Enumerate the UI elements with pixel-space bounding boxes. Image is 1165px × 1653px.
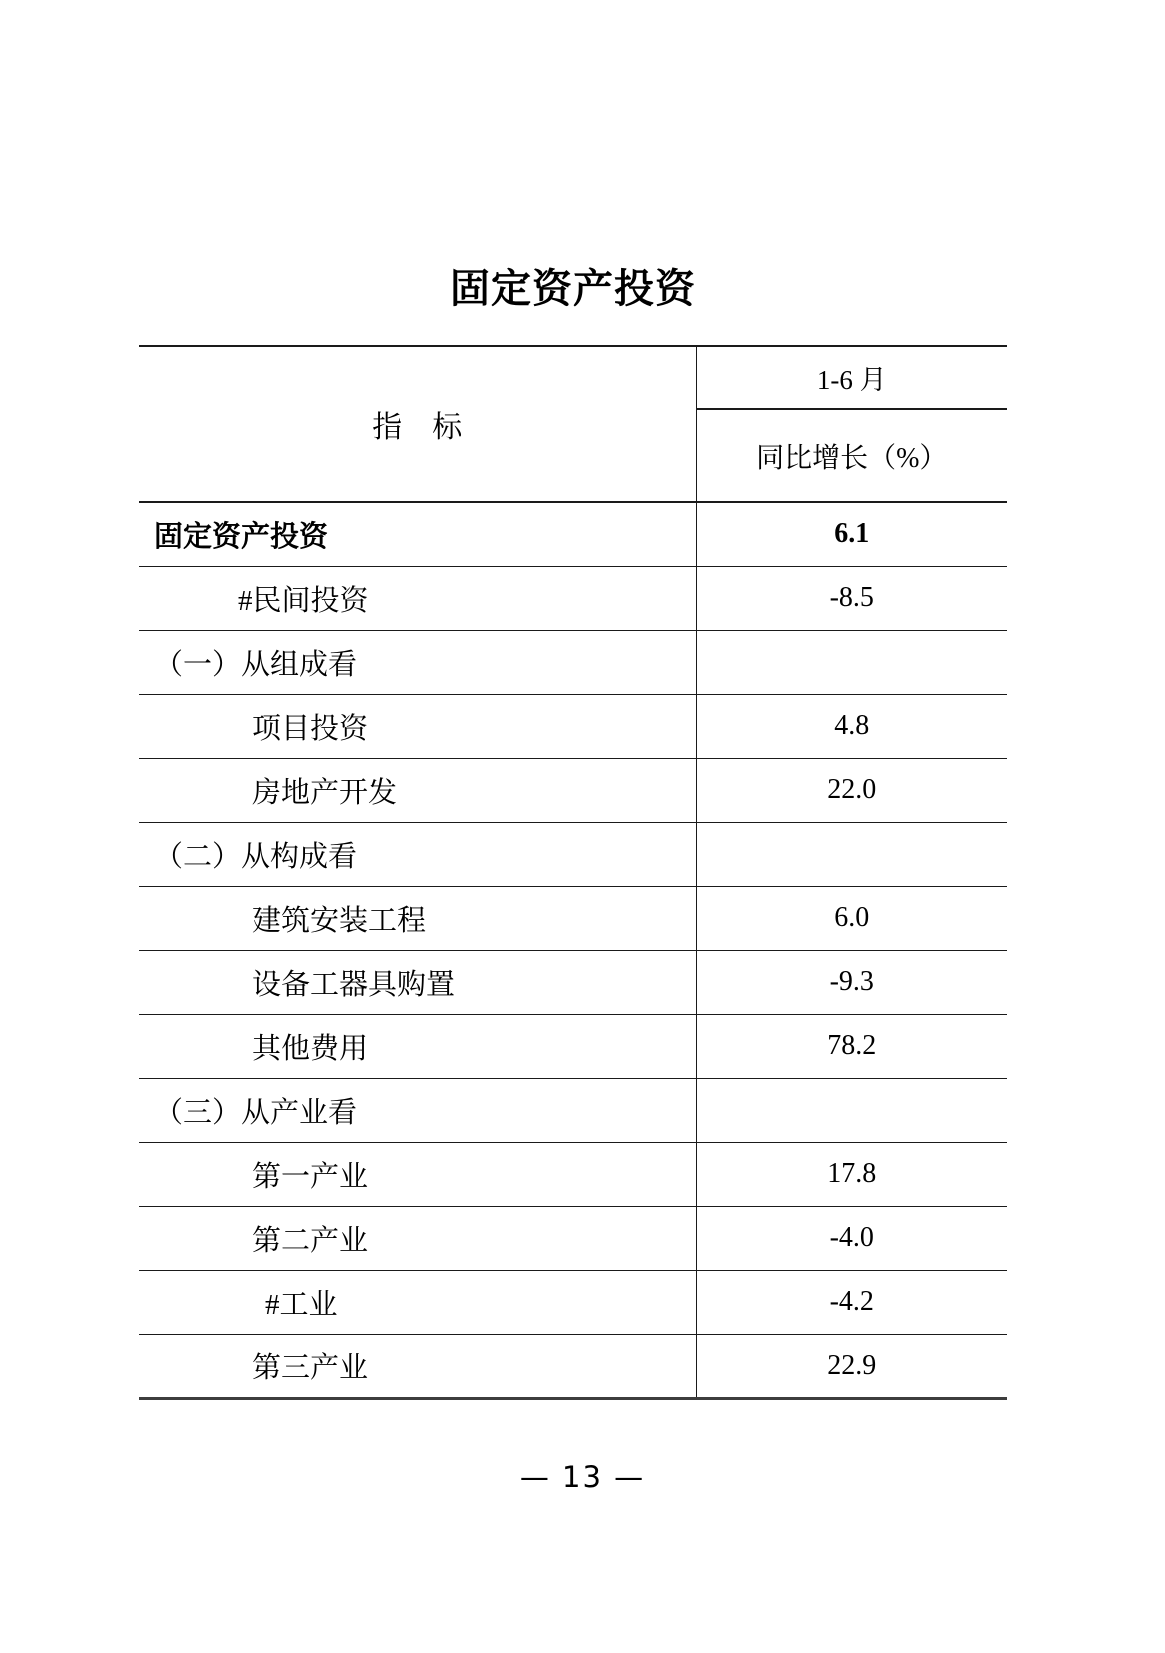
- header-period-label: 1-6 月: [696, 346, 1007, 409]
- row-label: 第三产业: [252, 1352, 369, 1384]
- row-label: 第一产业: [139, 1142, 696, 1206]
- row-value: 4.8: [696, 694, 1007, 758]
- table-row: [139, 694, 1007, 758]
- table-row: [139, 1270, 1007, 1334]
- row-value: 22.0: [696, 758, 1007, 822]
- row-label: （三）从产业看: [139, 1078, 696, 1142]
- table-row: [139, 630, 1007, 694]
- row-label: 项目投资: [139, 694, 696, 758]
- table-row: [139, 1206, 1007, 1270]
- row-value: 6.0: [696, 886, 1007, 950]
- table-row: [139, 1334, 1007, 1398]
- row-label: #民间投资: [139, 566, 696, 630]
- row-label: 第二产业: [139, 1206, 696, 1270]
- table-row: [139, 502, 1007, 566]
- row-value: -4.2: [696, 1270, 1007, 1334]
- row-value: 78.2: [696, 1014, 1007, 1078]
- row-label: 固定资产投资: [139, 502, 696, 566]
- row-label: 房地产开发: [139, 758, 696, 822]
- row-value: [696, 1078, 1007, 1142]
- table-row: [139, 950, 1007, 1014]
- page-title: 固定资产投资: [450, 267, 696, 311]
- row-label: 其他费用: [139, 1014, 696, 1078]
- header-metric-label: 同比增长（%）: [696, 409, 1007, 502]
- row-value: -9.3: [696, 950, 1007, 1014]
- table-header: [139, 346, 1007, 502]
- row-value: [696, 630, 1007, 694]
- row-value: -4.0: [696, 1206, 1007, 1270]
- header-indicator-label: 指 标: [139, 346, 696, 502]
- row-value: [696, 822, 1007, 886]
- row-label: 设备工器具购置: [139, 950, 696, 1014]
- row-label: #工业: [139, 1270, 696, 1334]
- table-body: [139, 502, 1007, 1398]
- table-row: [139, 566, 1007, 630]
- row-value: 6.1: [696, 502, 1007, 566]
- row-label: （一）从组成看: [139, 630, 696, 694]
- investment-table: [139, 345, 1007, 1400]
- table-row: [139, 1078, 1007, 1142]
- table-row: [139, 1014, 1007, 1078]
- table-row: [139, 1142, 1007, 1206]
- row-value: 17.8: [696, 1142, 1007, 1206]
- table-row: [139, 822, 1007, 886]
- row-label: 建筑安装工程: [139, 886, 696, 950]
- header-row-period: [139, 346, 1007, 409]
- table-row: [139, 886, 1007, 950]
- table-row: [139, 758, 1007, 822]
- row-value: 22.9: [696, 1334, 1007, 1398]
- row-label: （二）从构成看: [139, 822, 696, 886]
- row-value: -8.5: [696, 566, 1007, 630]
- page-number: — 13 —: [519, 1460, 646, 1494]
